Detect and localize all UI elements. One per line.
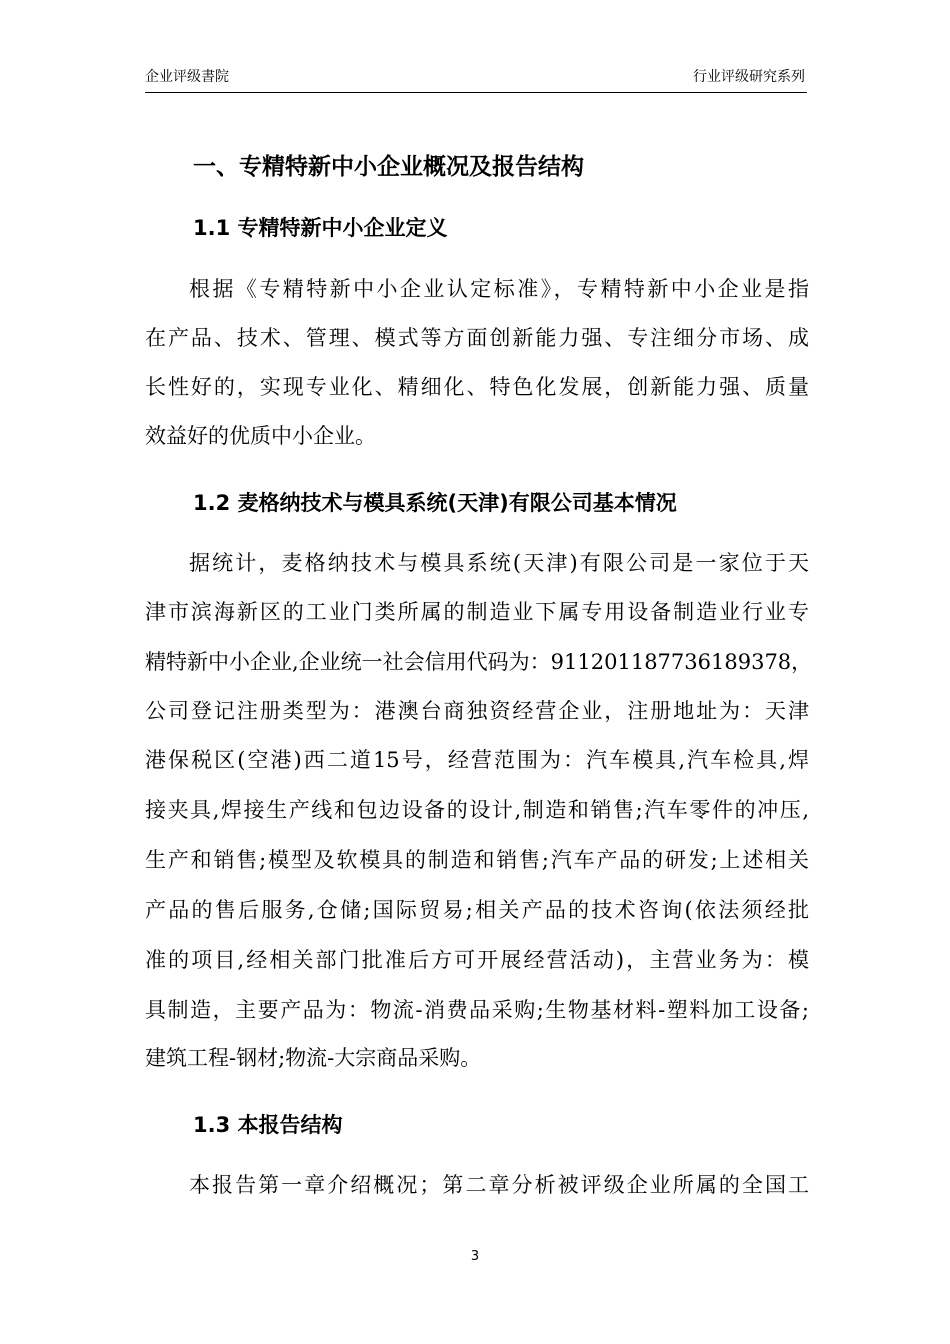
paragraph-line: 本报告第一章介绍概况；第二章分析被评级企业所属的全国工	[189, 1173, 809, 1197]
paragraph-line: 接夹具,焊接生产线和包边设备的设计,制造和销售;汽车零件的冲压,	[145, 798, 809, 822]
paragraph-line: 准的项目,经相关部门批准后方可开展经营活动)，主营业务为：模	[145, 948, 809, 972]
paragraph-line: 津市滨海新区的工业门类所属的制造业下属专用设备制造业行业专	[145, 600, 809, 624]
paragraph-line: 建筑工程-钢材;物流-大宗商品采购。	[145, 1046, 482, 1070]
paragraph-line: 长性好的，实现专业化、精细化、特色化发展，创新能力强、质量	[145, 375, 809, 399]
section-heading-1-2: 1.2 麦格纳技术与模具系统(天津)有限公司基本情况	[193, 491, 677, 515]
section-heading-1-3: 1.3 本报告结构	[193, 1113, 343, 1137]
section-heading-1-1: 1.1 专精特新中小企业定义	[193, 216, 448, 240]
paragraph-line: 港保税区(空港)西二道15号，经营范围为：汽车模具,汽车检具,焊	[145, 748, 809, 772]
paragraph-line: 根据《专精特新中小企业认定标准》，专精特新中小企业是指	[189, 277, 809, 301]
running-header-right: 行业评级研究系列	[693, 69, 805, 85]
page-number: 3	[470, 1249, 480, 1264]
paragraph-line: 效益好的优质中小企业。	[145, 424, 376, 448]
paragraph-line: 精特新中小企业,企业统一社会信用代码为：911201187736189378，	[145, 650, 813, 674]
paragraph-line: 产品的售后服务,仓储;国际贸易;相关产品的技术咨询(依法须经批	[145, 898, 809, 922]
paragraph-line: 公司登记注册类型为：港澳台商独资经营企业，注册地址为：天津	[145, 699, 809, 723]
running-header-left: 企业评级書院	[145, 69, 229, 85]
paragraph-line: 具制造，主要产品为：物流-消费品采购;生物基材料-塑料加工设备;	[145, 998, 809, 1022]
header-divider	[145, 92, 807, 93]
paragraph-line: 生产和销售;模型及软模具的制造和销售;汽车产品的研发;上述相关	[145, 848, 809, 872]
paragraph-line: 在产品、技术、管理、模式等方面创新能力强、专注细分市场、成	[145, 326, 809, 350]
paragraph-line: 据统计，麦格纳技术与模具系统(天津)有限公司是一家位于天	[189, 551, 809, 575]
chapter-title: 一、专精特新中小企业概况及报告结构	[193, 154, 584, 180]
